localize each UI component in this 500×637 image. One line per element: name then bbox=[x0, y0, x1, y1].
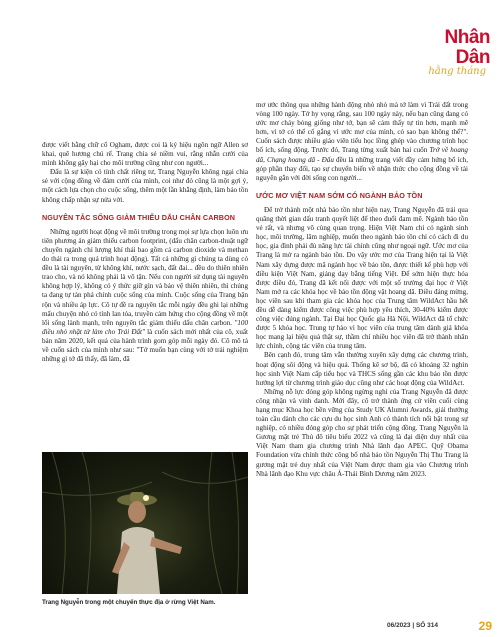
left-paragraph-1: được viết bằng chữ cổ Ogham, được coi là kỷ hiệu ngôn ngữ Allen sơ khai, quê hương chú rể. Trang chia sẻ niềm vui, rằng nhẫn cưới của mình không gây hại cho môi trường cũng như con người... bbox=[42, 141, 248, 168]
left-body-text: Những người hoạt động về môi trường trong mọi sự lựa chọn luôn ưu tiên phương án giảm thiểu carbon footprint, (dấu chân carbon-thuật ngữ chuyên ngành chỉ lượng khí thải bao gồm cả carbon dioxide và methan do thải ra trong quá trình hoạt động). Tất cả những gì chúng ta dùng có đều là tài nguyên, từ không khí, nước sạch, đất đai... đều do thiên nhiên trao cho, và nó không phải là vô tận. Nếu con người sử dụng tài nguyên không hợp lý, không có ý thức giữ gìn và bảo vệ thiên nhiên, thì chúng ta đang tự tàn phá chính cuộc sống của mình. Cuộc sống của Trang bận rộn và nhiều áp lực. Cô tự đề ra nguyên tắc mỗi ngày đều ghi lại những mẩu chuyện nhỏ có tính lan tỏa, truyền cảm hứng cho cộng đồng về một lối sống lành mạnh, trên nguyên tắc giảm thiểu dấu chân carbon. bbox=[42, 227, 248, 327]
right-paragraph-2: Bên cạnh đó, trung tâm vẫn thường xuyên xây dựng các chương trình, hoạt động sôi động và hiệu quả. Thống kê sơ bộ, đã có khoảng 32 nghìn học sinh Việt Nam cấp tiểu học và THCS sống gần các khu bảo tồn được hướng lợi từ chương trình giáo dục cũng như các hoạt động của WildAct. bbox=[256, 351, 468, 387]
logo-subtitle: hằng tháng bbox=[428, 66, 486, 77]
left-paragraph-3 bbox=[42, 228, 248, 364]
field-trip-photo bbox=[42, 452, 248, 594]
left-column bbox=[42, 141, 248, 364]
issue-date: 06/2023 | SỐ 314 bbox=[387, 622, 438, 629]
right-paragraph-1: Để trở thành một nhà bảo tồn như hiện nay, Trang Nguyễn đã trải qua quãng thời gian dấu tranh quyết liệt để theo đuổi đam mê. Ngành bảo tồn vẻ rất, và nhưng vô cùng quan trọng. Hiện Việt Nam chỉ có ngành sinh học, môi trường, lâm nghiệp, muốn theo ngành bảo tồn chỉ có cách đi du học, gia đình phải đủ năng lực tài chính cũng như ngoại ngữ. Ước mơ của Trang là mở ra ngành bảo tồn. Do vậy ước mơ của Trang hiện tại là Việt Nam xây dựng được mã ngành học về bảo tồn, được thiết kế phù hợp với điều kiện Việt Nam, giảng dạy bằng tiếng Việt. Để sớm hiện thực hóa được điều đó, Trang đã kết nối được với một số trường đại học ở Việt Nam mở ra các khóa học về bảo tồn động vật hoang dã. Điều đáng mừng, học viên sau khi tham gia các khóa học của Trung tâm WildAct hầu hết đều dễ dàng kiếm được công việc phù hợp yêu thích, 30-40% kiếm được công việc đúng ngành. Tại Đại học Quốc gia Hà Nội, WildAct đã tổ chức được 5 khóa học. Trung tự hào vì học viên của trung tâm dành giá khóa học mang lại hiệu quả thật sự, thầm chí nhiều học viên đã trở thành nhân lực chính, cộng tác viên của trung tâm. bbox=[256, 205, 468, 351]
book-titles-wild: Trở về hoang dã, Chạng hoang dã - Đấu bbox=[256, 146, 468, 164]
book-title-100-things: "100 điều nhỏ nhặt từ làm cho Trái Đất" bbox=[42, 318, 248, 336]
section-heading-conservation: ƯỚC MƠ VIỆT NAM SỚM CÓ NGÀNH BẢO TỒN bbox=[256, 190, 423, 200]
right-paragraph-intro bbox=[256, 101, 468, 183]
photo-illustration bbox=[42, 452, 248, 594]
logo-title: Nhân Dân bbox=[444, 27, 490, 68]
page-number: 29 bbox=[478, 619, 492, 633]
right-paragraph-3: Những nỗ lực đóng góp không ngừng nghỉ của Trang Nguyễn đã được công nhận và vinh danh. Mới đây, cô trở thành ứng cử viên cuối cùng hạng mục Khoa học bền vững của Study UK Alumni Awards, giải thưởng toàn cầu dành cho các cựu du học sinh Anh có thành tích nổi bật trong sự nghiệp, có nhiều đóng góp cho sự phát triển cộng đồng. Trang Nguyễn là Gương mặt trẻ Thủ đô tiêu biểu 2022 và cũng là đại diện duy nhất của Việt Nam tham gia chương trình Nhà lãnh đạo APEC. Quỹ Obama Foundation vừa chính thức công bố nhà bảo tồn Nguyễn Thị Thu Trang là gương mặt trẻ duy nhất của Việt Nam được tham gia vào Chương trình Nhà lãnh đạo Khu vực châu Á-Thái Bình Dương năm 2023. bbox=[256, 387, 468, 478]
left-body-text-cont: là cuốn sách mới nhất của cô, xuất bản năm 2020, kết quả của hành trình gom góp mỗi ngày đó. Cô mô tả về cuốn sách của mình như sau: "Tớ muốn bạn cùng với tớ trải nghiệm những gì tớ đã thấy, đã làm, đã bbox=[42, 327, 248, 364]
section-heading-carbon: NGUYÊN TẮC SỐNG GIẢM THIỂU DẤU CHÂN CARBON bbox=[42, 212, 236, 222]
right-intro-text: mơ ước thông qua những hành động nhỏ nhỏ mà tớ làm vì Trái đất trong vòng 100 ngày. Tớ hy vọng rằng, sau 100 ngày này, nếu bạn cũng đang có ước mơ cháy bỏng giống như tớ, bạn sẽ cảm thấy tự tin hơn, mạnh mẽ hơn, vì tớ có thể cố gắng vì ước mơ của mình, có sao bạn không thể?". Cuốn sách được nhiều giáo viên tiểu học lồng ghép vào chương trình học bổ ích, sống động. Trước đó, Trang từng xuất bản hai cuốn bbox=[256, 101, 468, 155]
photo-caption: Trang Nguyễn trong một chuyến thực địa ở rừng Việt Nam. bbox=[42, 599, 216, 606]
left-paragraph-2: Đấu là sự kiện có tính chất riêng tư, Trang Nguyễn không ngại chia sẻ với cộng đồng về đám cưới của mình, coi như đó cũng là một gợi ý, một cách lựa chọn cho cuộc sống, thêm một lần khẳng định, làm bảo tồn không chấp nhận sự nửa vời. bbox=[42, 168, 248, 204]
right-intro-text-cont: đều là những trang viết đầy cảm hứng bổ ích, góp phần thay đổi, tạo sự chuyển biến về nhận thức cho cộng đồng về tài nguyên gắn với đời sống con người... bbox=[256, 155, 469, 182]
publication-logo bbox=[408, 28, 490, 77]
page-footer bbox=[0, 618, 500, 637]
right-column bbox=[256, 101, 468, 479]
